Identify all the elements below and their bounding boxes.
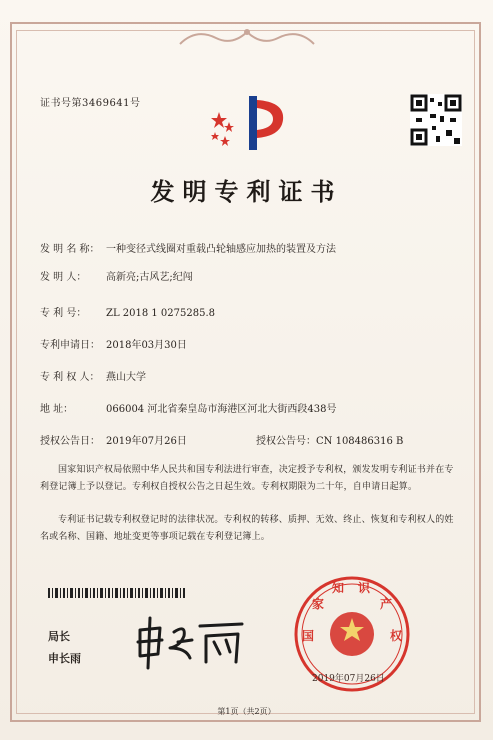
svg-text:知: 知 xyxy=(332,581,345,595)
qr-code-icon xyxy=(410,94,462,146)
field-label: 地 址： xyxy=(40,404,74,415)
paragraph-legal: 专利证书记载专利权登记时的法律状况。专利权的转移、质押、无效、终止、恢复和专利权人的姓名或名称、国籍、地址变更等事项记载在专利登记簿上。 xyxy=(40,515,454,542)
field-label: 授权公告号： xyxy=(256,436,316,447)
signatory-title: 局长 xyxy=(48,630,70,643)
field-value: 高新亮;古风艺;纪闯 xyxy=(106,272,193,283)
paragraph-grant: 国家知识产权局依照中华人民共和国专利法进行审查，决定授予专利权，颁发发明专利证书并在专利登记簿上予以登记。专利权自授权公告之日起生效。专利权期限为二十年，自申请日起算。 xyxy=(40,465,454,492)
svg-text:家: 家 xyxy=(312,597,325,611)
svg-text:权: 权 xyxy=(390,629,403,643)
field-label: 发 明 名 称： xyxy=(40,244,100,255)
signatory-name: 申长雨 xyxy=(48,652,81,665)
certificate-number: 证书号第3469641号 xyxy=(40,98,141,109)
patent-logo-icon xyxy=(205,92,295,156)
field-value: 066004 河北省秦皇岛市海港区河北大街西段438号 xyxy=(106,404,337,415)
field-label: 专 利 权 人： xyxy=(40,372,100,383)
field-label: 发 明 人： xyxy=(40,272,87,283)
field-value: 2018年03月30日 xyxy=(106,340,187,351)
svg-text:识: 识 xyxy=(358,581,371,595)
field-inventors xyxy=(40,268,193,283)
field-value: 燕山大学 xyxy=(106,372,146,383)
field-invention-name xyxy=(40,240,336,255)
field-label: 专利申请日： xyxy=(40,340,100,351)
field-address xyxy=(40,400,336,415)
field-label: 授权公告日： xyxy=(40,436,100,447)
svg-text:产: 产 xyxy=(380,597,393,611)
field-application-date xyxy=(40,336,187,351)
field-announcement-number xyxy=(256,432,403,447)
field-value: CN 108486316 B xyxy=(316,436,404,447)
field-value: ZL 2018 1 0275285.8 xyxy=(106,308,216,319)
field-label: 专 利 号： xyxy=(40,308,87,319)
field-patent-number xyxy=(40,304,215,319)
top-ornament xyxy=(176,26,318,48)
page-footer: 第1页（共2页） xyxy=(217,707,276,716)
barcode-icon xyxy=(48,588,188,598)
field-value: 一种变径式线圈对重载凸轮轴感应加热的装置及方法 xyxy=(106,244,336,255)
page-title: 发明专利证书 xyxy=(150,177,343,206)
seal-date: 2019年07月26日 xyxy=(312,674,385,684)
field-grant-date xyxy=(40,432,187,447)
field-value: 2019年07月26日 xyxy=(106,436,187,447)
svg-text:国: 国 xyxy=(302,629,315,643)
handwritten-signature xyxy=(130,612,250,672)
field-patentee xyxy=(40,368,146,383)
